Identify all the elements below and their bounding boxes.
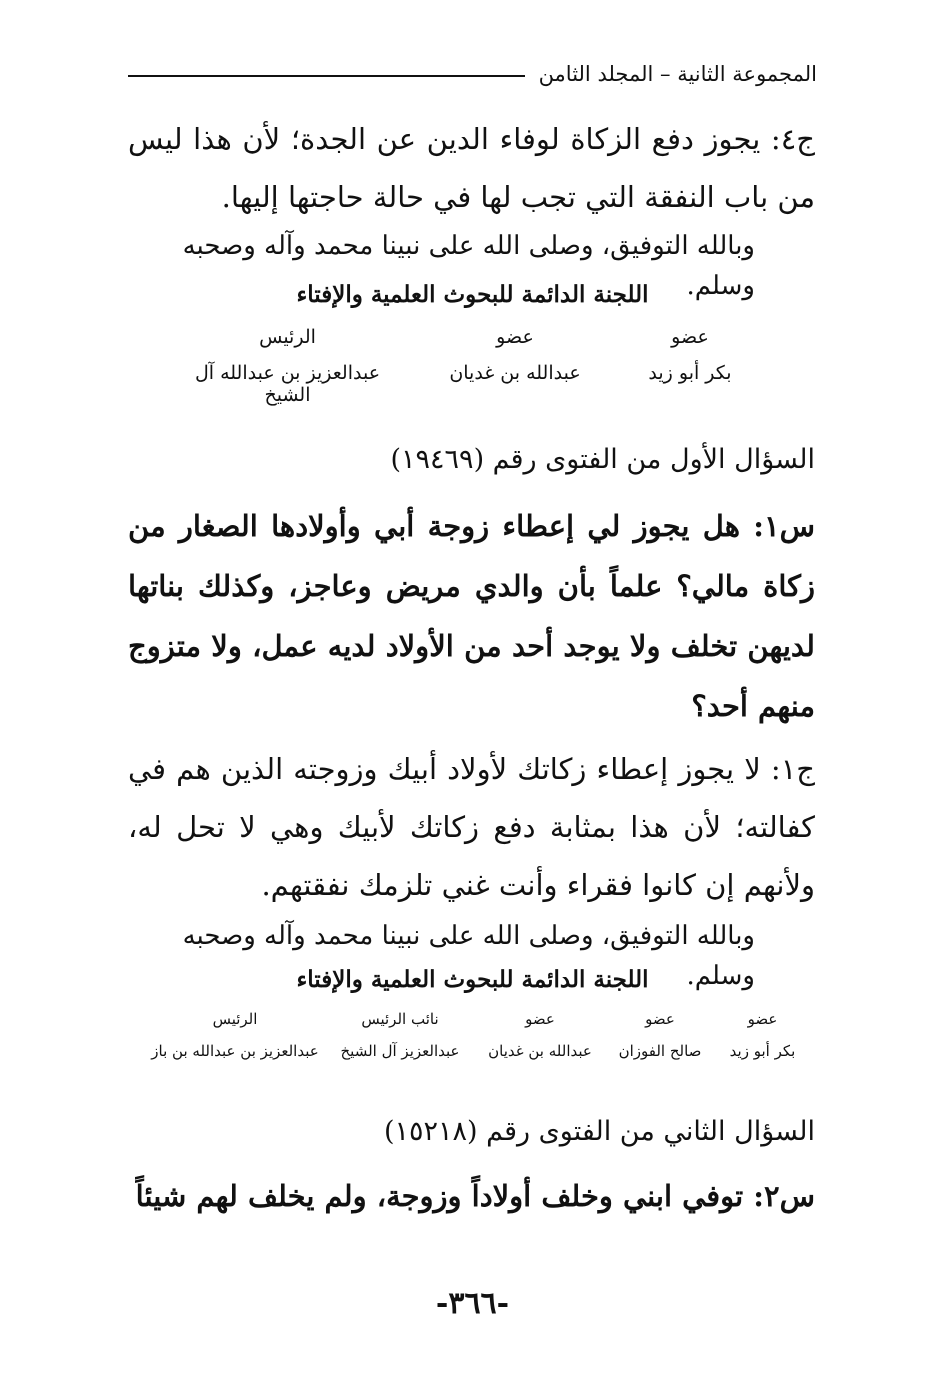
signature-name: صالح الفوزان: [618, 1042, 702, 1060]
committee-title-2: اللجنة الدائمة للبحوث العلمية والإفتاء: [296, 966, 649, 993]
closing-prayer-1: وبالله التوفيق، وصلى الله على نبينا محمد وآله وصحبه وسلم.: [182, 231, 755, 301]
signature-name: عبدالعزيز بن عبدالله بن باز: [151, 1042, 319, 1060]
signatures-2: [140, 1010, 810, 1060]
signature-name: عبدالعزيز آل الشيخ: [340, 1042, 460, 1060]
fatwa-1-title: السؤال الأول من الفتوى رقم (١٩٤٦٩): [390, 444, 815, 475]
signature-name: عبدالعزيز بن عبدالله آل الشيخ: [194, 362, 381, 406]
committee-title-1: اللجنة الدائمة للبحوث العلمية والإفتاء: [296, 281, 649, 308]
signature-president: [145, 1010, 325, 1060]
signature-role: عضو: [671, 326, 709, 348]
signature-role: عضو: [496, 326, 534, 348]
signature-member-1: [625, 326, 755, 406]
signature-role: الرئيس: [212, 1010, 258, 1028]
signature-name: عبدالله بن غديان: [488, 1042, 592, 1060]
signature-vice-president: [325, 1010, 475, 1060]
signature-role: عضو: [645, 1010, 675, 1028]
question-1-text: س١: هل يجوز لي إعطاء زوجة أبي وأولادها الصغار من زكاة مالي؟ علماً بأن والدي مريض وعاجز، وكذلك بناتها لديهن تخلف ولا يوجد أحد من الأولاد لديه عمل، ولا متزوج منهم أحد؟: [128, 509, 815, 723]
closing-prayer-2: وبالله التوفيق، وصلى الله على نبينا محمد وآله وصحبه وسلم.: [182, 921, 755, 991]
signature-member-3: [475, 1010, 605, 1060]
signature-member-1: [715, 1010, 810, 1060]
page-number: -٣٦٦-: [435, 1286, 510, 1321]
signature-name: عبدالله بن غديان: [449, 362, 581, 384]
signature-president: [170, 326, 405, 406]
question-2-text: س٢: توفي ابني وخلف أولاداً وزوجة، ولم يخلف لهم شيئاً: [135, 1179, 815, 1213]
header-rule: [128, 75, 525, 77]
signatures-1: [170, 326, 755, 406]
signature-role: نائب الرئيس: [361, 1010, 439, 1028]
fatwa-2-title: السؤال الثاني من الفتوى رقم (١٥٢١٨): [383, 1116, 815, 1147]
signature-name: بكر أبو زيد: [729, 1042, 796, 1060]
answer-4-text: ج٤: يجوز دفع الزكاة لوفاء الدين عن الجدة؛ لأن هذا ليس من باب النفقة التي تجب لها في حالة حاجتها إليها.: [128, 122, 815, 214]
answer-1-text: ج١: لا يجوز إعطاء زكاتك لأولاد أبيك وزوجته الذين هم في كفالته؛ لأن هذا بمثابة دفع زكاتك لأبيك وهي لا تحل له، ولأنهم إن كانوا فقراء وأنت غني تلزمك نفقتهم.: [128, 752, 815, 902]
signature-member-2: [405, 326, 625, 406]
page-header: [128, 54, 817, 94]
signature-member-2: [605, 1010, 715, 1060]
signature-role: الرئيس: [259, 326, 316, 348]
signature-role: عضو: [525, 1010, 555, 1028]
signature-name: بكر أبو زيد: [648, 362, 732, 384]
header-title: المجموعة الثانية – المجلد الثامن: [538, 62, 817, 86]
signature-role: عضو: [747, 1010, 778, 1028]
